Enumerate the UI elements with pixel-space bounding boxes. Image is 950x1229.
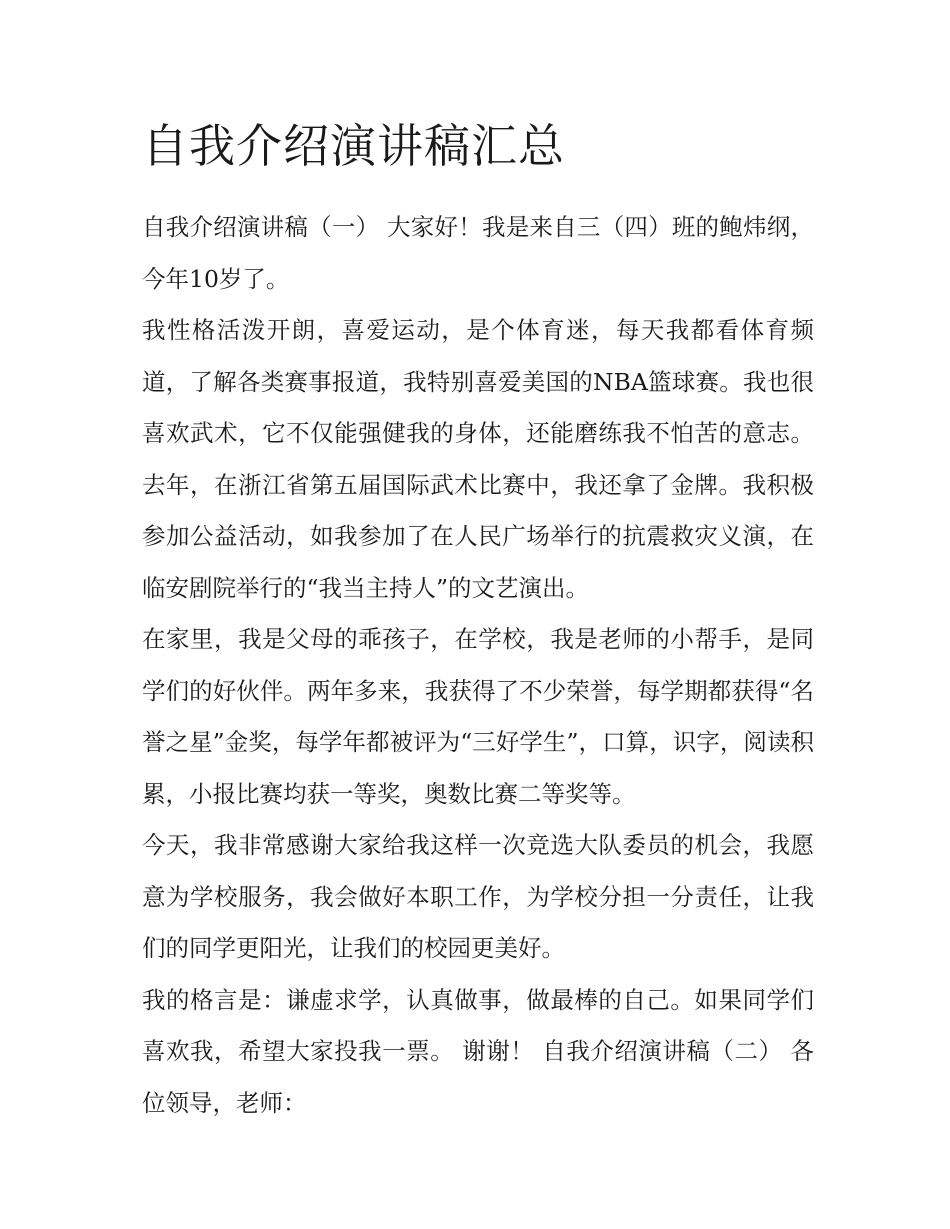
paragraph-2: 我性格活泼开朗，喜爱运动，是个体育迷，每天我都看体育频道，了解各类赛事报道，我特别喜爱美国的NBA篮球赛。我也很喜欢武术，它不仅能强健我的身体，还能磨练我不怕苦的意志。去年，在浙江省第五届国际武术比赛中，我还拿了金牌。我积极参加公益活动，如我参加了在人民广场举行的抗震救灾义演，在临安剧院举行的“我当主持人”的文艺演出。 xyxy=(142,316,814,602)
paragraph-3: 在家里，我是父母的乖孩子，在学校，我是老师的小帮手，是同学们的好伙伴。两年多来，我获得了不少荣誉，每学期都获得“名誉之星”金奖，每学年都被评为“三好学生”，口算，识字，阅读积累，小报比赛均获一等奖，奥数比赛二等奖等。 xyxy=(142,625,814,808)
paragraph-5: 我的格言是：谦虚求学，认真做事，做最棒的自己。如果同学们喜欢我，希望大家投我一票。 谢谢！ 自我介绍演讲稿（二） 各位领导，老师： xyxy=(142,985,814,1117)
document-page xyxy=(142,110,814,1129)
paragraph-4: 今天，我非常感谢大家给我这样一次竞选大队委员的机会，我愿意为学校服务，我会做好本职工作，为学校分担一分责任，让我们的同学更阳光，让我们的校园更美好。 xyxy=(142,831,814,962)
paragraph-1: 自我介绍演讲稿（一） 大家好！我是来自三（四）班的鲍炜纲，今年10岁了。 xyxy=(142,213,814,293)
document-title: 自我介绍演讲稿汇总 xyxy=(142,119,565,173)
